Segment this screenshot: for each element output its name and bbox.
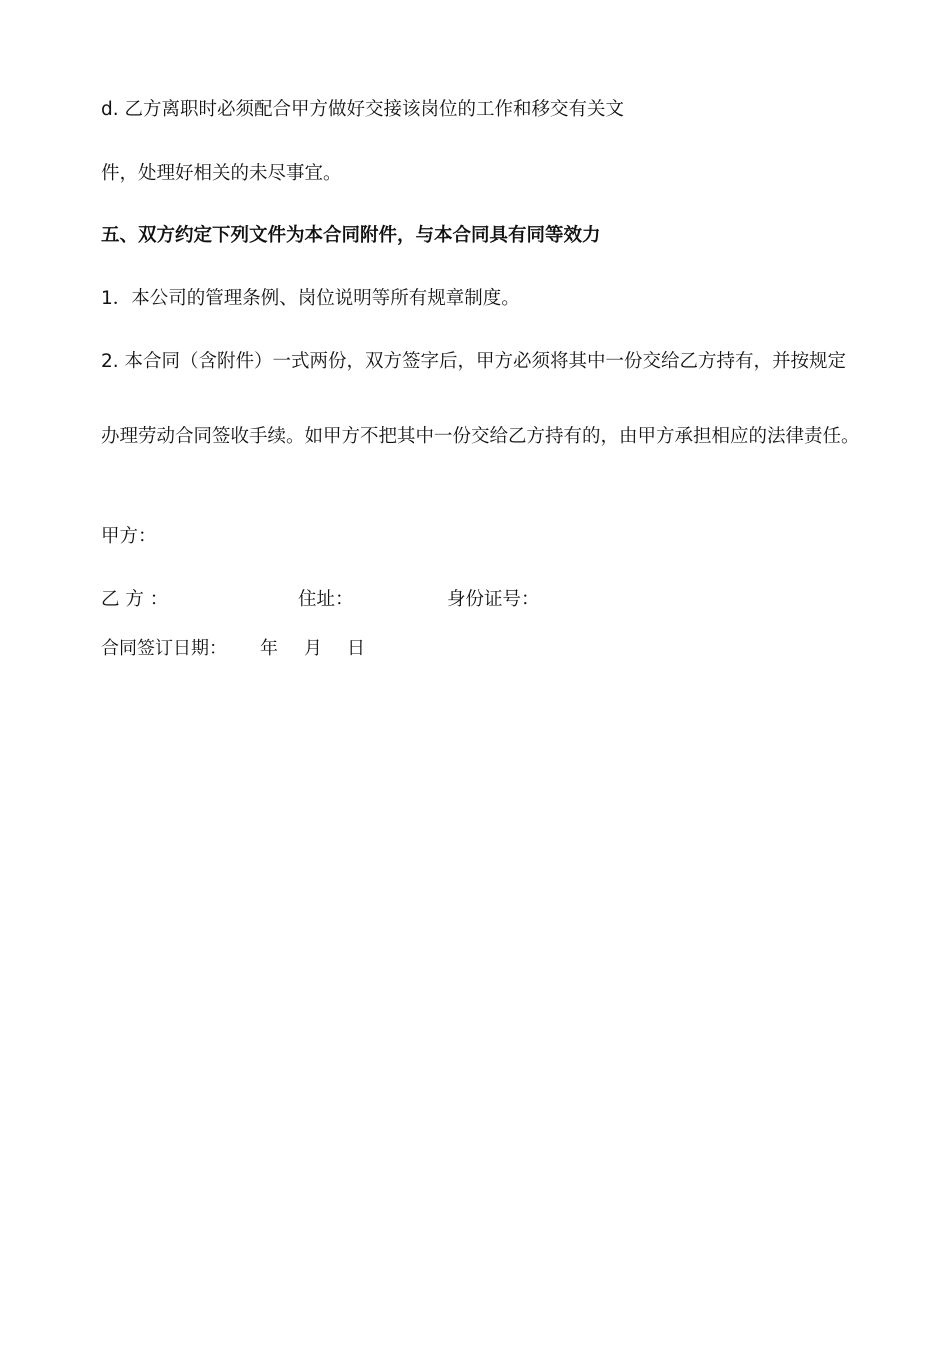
- item-2-line-2: 办理劳动合同签收手续。如甲方不把其中一份交给乙方持有的，由甲方承担相应的法律责任。: [101, 426, 860, 447]
- date-year-label: 年: [260, 638, 278, 659]
- paragraph-line-2: 件，处理好相关的未尽事宜。: [101, 163, 342, 184]
- date-month-label: 月: [304, 638, 322, 659]
- party-a-label: 甲方：: [101, 526, 157, 547]
- item-2-line-1: 2. 本合同（含附件）一式两份，双方签字后，甲方必须将其中一份交给乙方持有，并按规定: [101, 351, 847, 372]
- item-1: 1．本公司的管理条例、岗位说明等所有规章制度。: [101, 288, 520, 309]
- section-title: 五、双方约定下列文件为本合同附件，与本合同具有同等效力: [101, 225, 601, 246]
- paragraph-line-1: d. 乙方离职时必须配合甲方做好交接该岗位的工作和移交有关文: [101, 99, 625, 120]
- party-b-label: 乙 方 ：: [101, 589, 169, 610]
- date-day-label: 日: [347, 638, 365, 659]
- id-number-label: 身份证号：: [447, 589, 540, 610]
- contract-date-label: 合同签订日期：: [101, 638, 227, 659]
- address-label: 住址：: [298, 589, 354, 610]
